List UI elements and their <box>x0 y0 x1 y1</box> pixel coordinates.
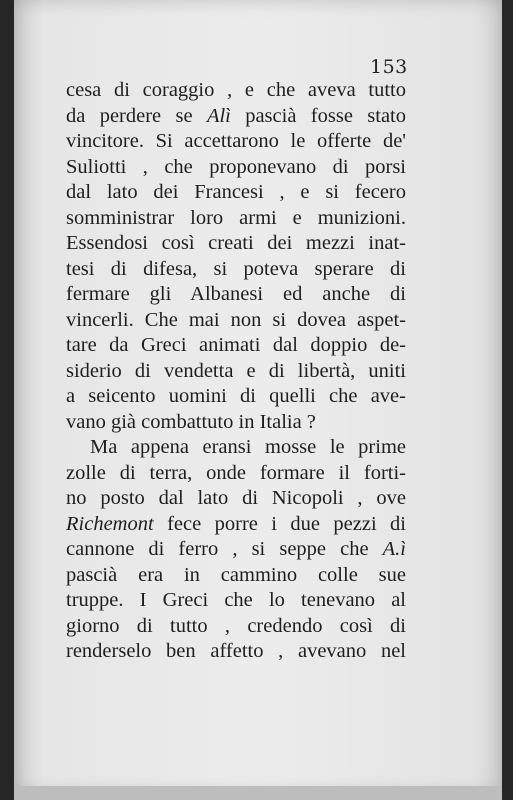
text-line <box>66 180 406 206</box>
text-line <box>66 486 406 512</box>
italic-text: A.ì <box>382 538 406 560</box>
text-line <box>66 359 406 385</box>
text-line <box>66 129 406 155</box>
text-segment: fermare gli Albanesi ed anche di <box>66 283 406 305</box>
text-segment: vincerli. Che mai non si dovea aspet- <box>66 308 406 331</box>
italic-text: Richemont <box>66 512 154 535</box>
text-line <box>66 461 406 487</box>
text-segment: cesa di coraggio , e che aveva tutto <box>66 79 406 101</box>
text-line <box>66 257 406 283</box>
text-segment: fece porre i due pezzi di <box>153 512 406 535</box>
text-segment: truppe. I Greci che lo tenevano al <box>66 589 406 611</box>
text-segment: somministrar loro armi e munizioni. <box>66 206 406 229</box>
body-text <box>66 78 406 665</box>
text-segment: pascià fosse stato <box>230 104 406 127</box>
text-line <box>66 512 406 538</box>
text-segment: da perdere se <box>66 104 207 127</box>
text-line <box>66 231 406 257</box>
text-segment: no posto dal lato di Nicopoli , ove <box>66 487 406 509</box>
italic-text: Alì <box>206 104 231 127</box>
text-segment: Suliotti , che proponevano di porsi <box>66 155 406 178</box>
text-segment: zolle di terra, onde formare il forti- <box>66 461 406 484</box>
book-page <box>14 0 502 793</box>
text-segment: pascià era in cammino colle sue <box>66 563 406 586</box>
text-line <box>66 563 406 589</box>
text-segment: dal lato dei Francesi , e si fecero <box>66 181 406 203</box>
text-line <box>66 639 406 665</box>
text-segment: renderselo ben affetto , avevano nel <box>66 640 406 662</box>
text-segment: cannone di ferro , si seppe che <box>66 538 383 560</box>
text-line <box>66 78 406 104</box>
text-segment: Essendosi così creati dei mezzi inat- <box>66 232 406 254</box>
text-segment: tare da Greci animati dal doppio de- <box>66 334 406 356</box>
text-line <box>66 282 406 308</box>
text-line <box>66 206 406 232</box>
text-segment: a seicento uomini di quelli che ave- <box>66 385 406 407</box>
text-segment: vincitore. Si accettarono le offerte de' <box>66 130 406 152</box>
page-bottom-edge <box>14 786 502 800</box>
text-line <box>66 155 406 181</box>
text-segment: vano già combattuto in Italia ? <box>66 410 316 433</box>
text-line <box>66 588 406 614</box>
text-line <box>66 384 406 410</box>
text-line <box>66 435 406 461</box>
text-line <box>66 537 406 563</box>
text-line <box>66 104 406 130</box>
text-line <box>66 614 406 640</box>
text-segment: giorno di tutto , credendo così di <box>66 614 406 637</box>
text-segment: tesi di difesa, si poteva sperare di <box>66 257 406 280</box>
page-number: 153 <box>370 56 408 78</box>
text-line <box>66 333 406 359</box>
text-line <box>66 410 406 436</box>
text-segment: siderio di vendetta e di libertà, uniti <box>66 359 406 382</box>
text-line <box>66 308 406 334</box>
text-segment: Ma appena eransi mosse le prime <box>90 436 406 458</box>
